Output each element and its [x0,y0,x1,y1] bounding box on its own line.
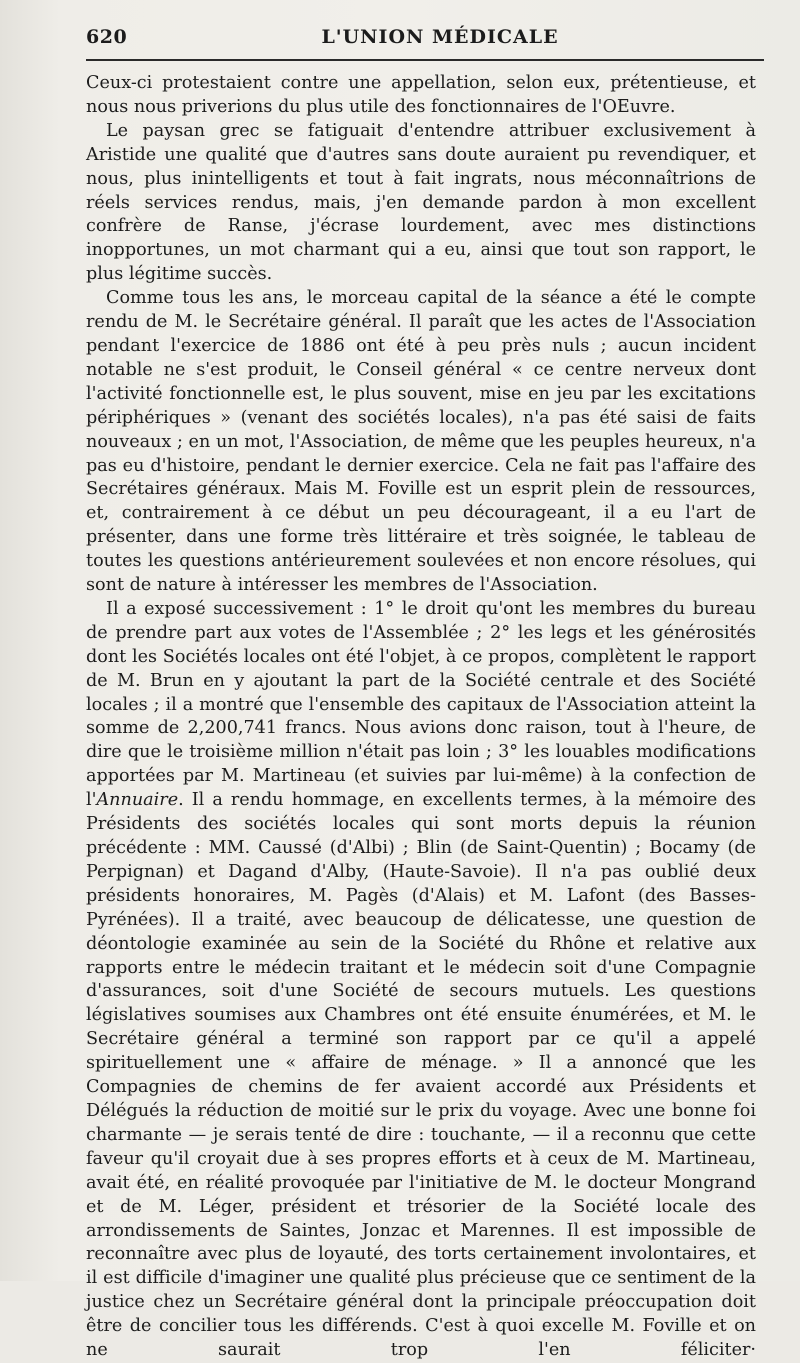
paragraph-4-part-1: Il a exposé successivement : 1° le droit qu'ont les membres du bureau de prendre part aux votes de l'Assemblée ; 2° les legs et les générosités dont les Sociétés locales ont été l'objet, à ce propos, complètent le rapport de M. Brun en y ajoutant la part de la Société centrale et des Société locales ; il a montré que l'ensemble des capitaux de l'Association atteint la somme de 2,200,741 francs. Nous avions donc raison, tout à l'heure, de dire que le troisième million n'était pas loin ; 3° les louables modifications apportées par M. Martineau (et suivies par lui-même) à la confection de l' [86,598,756,811]
running-title: L'UNION MÉDICALE [321,26,559,48]
paragraph-4-part-2: . Il a rendu hommage, en excellents termes, à la mémoire des Présidents des sociétés locales qui sont morts depuis la réunion précédente : MM. Caussé (d'Albi) ; Blin (de Saint-Quentin) ; Bocamy (de Perpignan) et Dagand d'Alby, (Haute-Savoie). Il n'a pas oublié deux présidents honoraires, M. Pagès (d'Alais) et M. Lafont (des Basses-Pyrénées). Il a traité, avec beaucoup de délicatesse, une question de déontologie examinée au sein de la Société du Rhône et relative aux rapports entre le médecin traitant et le médecin soit d'une Compagnie d'assurances, soit d'une Société de secours mutuels. Les questions législatives soumises aux Chambres ont été ensuite énumérées, et M. le Secrétaire général a terminé son rapport par ce qu'il a appelé spirituellement une « affaire de ménage. » Il a annoncé que les Compagnies de chemins de fer avaient accordé aux Présidents et Délégués la réduction de moitié sur le prix du voyage. Avec une bonne foi charmante — je serais tenté de dire : touchante, — il a reconnu que cette faveur qu'il croyait due à ses propres efforts et à ceux de M. Martineau, avait été, en réalité provoquée par l'initiative de M. le docteur Mongrand et de M. Léger, président et trésorier de la Société locale des arrondissements de Saintes, Jonzac et Marennes. Il est impossible de reconnaître avec plus de loyauté, des torts certainement involontaires, et il est difficile d'imaginer une qualité plus précieuse que ce sentiment de la justice chez un Secrétaire général dont la principale préoccupation doit être de concilier tous les différends. C'est à quoi excelle M. Foville et on ne saurait trop l'en féliciter· [86,790,756,1361]
body-text [86,72,756,1363]
page-header [86,0,764,54]
annuaire-title: Annuaire [96,790,179,811]
paragraph-2: Le paysan grec se fatiguait d'entendre attribuer exclusivement à Aristide une qualité que d'autres sans doute auraient pu revendiquer, et nous, plus inintelligents et tout à fait ingrats, nous méconnaîtrions de réels services rendus, mais, j'en demande pardon à mon excellent confrère de Ranse, j'écrase lourdement, avec mes distinctions inopportunes, un mot charmant qui a eu, ainsi que tout son rapport, le plus légitime succès. [86,120,756,285]
paragraph-4 [86,598,756,1363]
header-rule [86,59,764,61]
paragraph-1: Ceux-ci protestaient contre une appellation, selon eux, prétentieuse, et nous nous priverions du plus utile des fonctionnaires de l'OEuvre. [86,73,756,117]
paragraph-3: Comme tous les ans, le morceau capital de la séance a été le compte rendu de M. le Secrétaire général. Il paraît que les actes de l'Association pendant l'exercice de 1886 ont été à peu près nuls ; aucun incident notable ne s'est produit, le Conseil général « ce centre nerveux dont l'activité fonctionnelle est, le plus souvent, mise en jeu par les excitations périphériques » (venant des sociétés locales), n'a pas été saisi de faits nouveaux ; en un mot, l'Association, de même que les peuples heureux, n'a pas eu d'histoire, pendant le dernier exercice. Cela ne fait pas l'affaire des Secrétaires généraux. Mais M. Foville est un esprit plein de ressources, et, contrairement à ce début un peu décourageant, il a eu l'art de présenter, dans une forme très littéraire et très soignée, le tableau de toutes les questions antérieurement soulevées et non encore résolues, qui sont de nature à intéresser les membres de l'Association. [86,288,756,596]
page-number: 620 [86,26,128,48]
